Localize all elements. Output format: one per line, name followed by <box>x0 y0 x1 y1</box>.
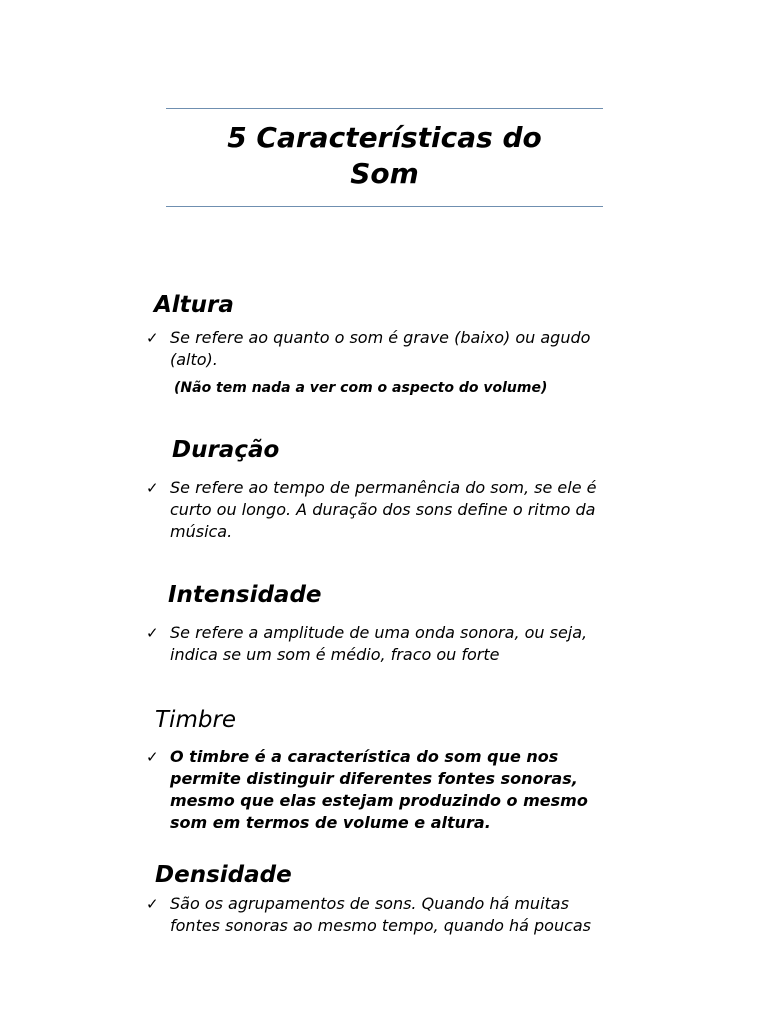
section-heading-altura: Altura <box>154 292 234 318</box>
checkmark-icon: ✓ <box>146 329 159 347</box>
bullet-text-intensidade: Se refere a amplitude de uma onda sonora, ou seja, indica se um som é médio, fraco ou forte <box>170 623 588 664</box>
checkmark-icon: ✓ <box>146 895 159 913</box>
page-title-line-2: Som <box>350 157 419 190</box>
page-title-line-1: 5 Características do <box>227 121 542 154</box>
bullet-text-duracao: Se refere ao tempo de permanência do som, se ele é curto ou longo. A duração dos sons define o ritmo da música. <box>170 478 597 541</box>
bullet-text-timbre: O timbre é a característica do som que nos permite distinguir diferentes fontes sonoras, mesmo que elas estejam produzindo o mesmo som em termos de volume e altura. <box>170 747 588 832</box>
section-heading-duracao: Duração <box>172 437 280 463</box>
note-altura: (Não tem nada a ver com o aspecto do volume) <box>174 380 548 396</box>
section-heading-timbre: Timbre <box>155 707 237 733</box>
checkmark-icon: ✓ <box>146 624 159 642</box>
checkmark-icon: ✓ <box>146 748 159 766</box>
bullet-text-altura: Se refere ao quanto o som é grave (baixo) ou agudo (alto). <box>170 328 591 369</box>
checkmark-icon: ✓ <box>146 479 159 497</box>
title-block <box>166 108 603 207</box>
bullet-text-densidade: São os agrupamentos de sons. Quando há muitas fontes sonoras ao mesmo tempo, quando há poucas <box>170 894 592 935</box>
section-heading-intensidade: Intensidade <box>168 582 322 608</box>
section-heading-densidade: Densidade <box>155 862 292 888</box>
